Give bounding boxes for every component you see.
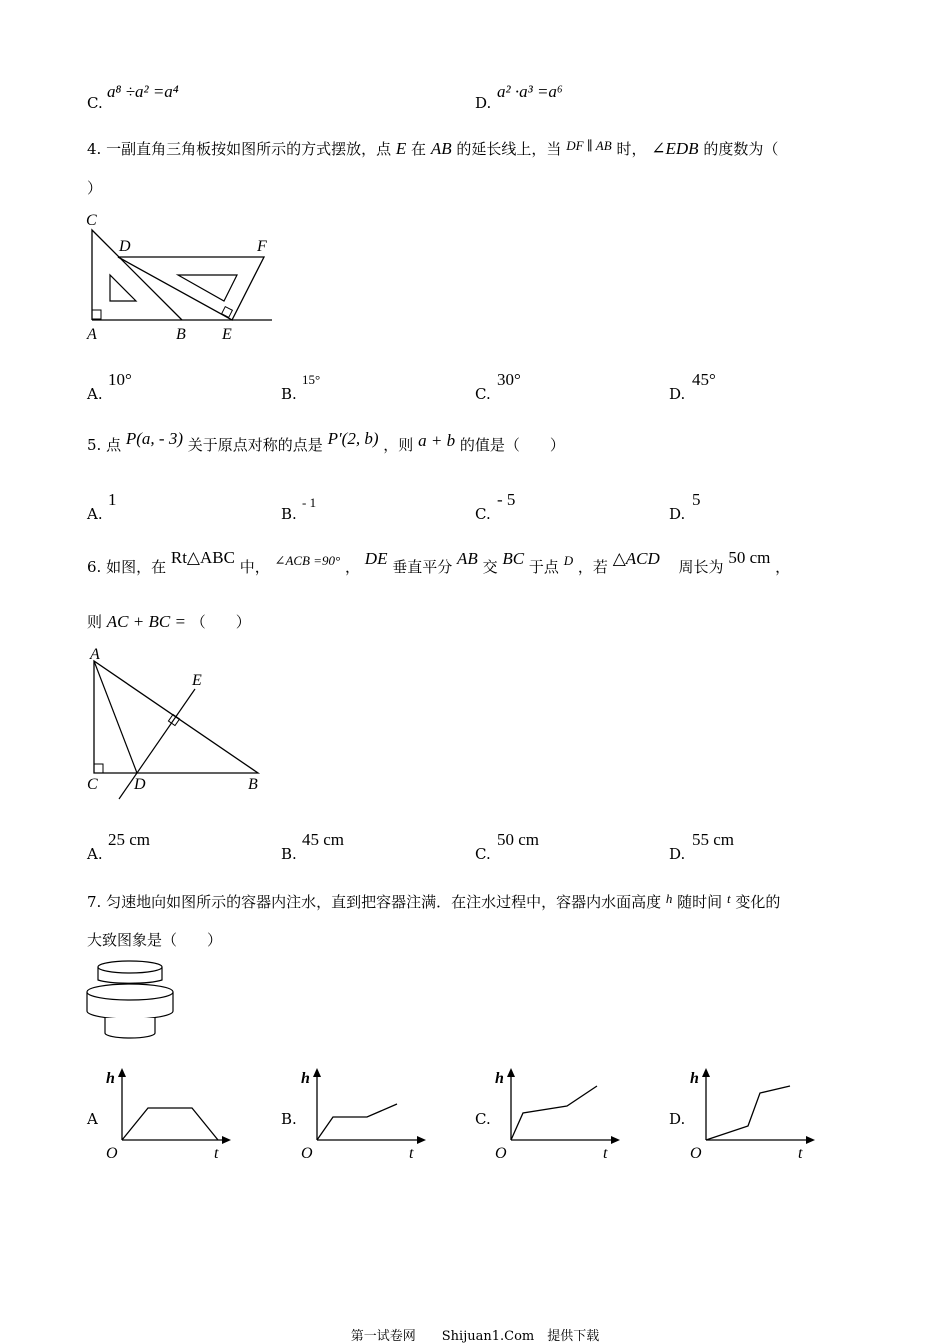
q3-option-c-expr: a⁸ ÷a² =a⁴ xyxy=(107,82,179,101)
q5-option-b-label: B. xyxy=(281,505,297,523)
q6-stem-text: ， xyxy=(345,558,361,576)
q4-option-c-label: C. xyxy=(475,385,491,403)
q7-stem-line2: 大致图象是（ ） xyxy=(87,931,223,949)
q5-stem xyxy=(87,429,565,455)
q4-stem-text: 4. 一副直角三角板按如图所示的方式摆放，点 xyxy=(87,140,392,158)
q6-stem-text: （ ） xyxy=(190,613,251,631)
q4-option-b-value[interactable]: 15° xyxy=(302,372,321,387)
q7-var-h: h xyxy=(665,891,673,906)
q5-stem-text: ，则 xyxy=(383,436,414,454)
q7-graph-d-t: t xyxy=(798,1145,803,1162)
q7-option-c-label: C. xyxy=(475,1110,491,1128)
q6-label-e: E xyxy=(192,672,202,689)
q6-label-c: C xyxy=(87,776,98,793)
q4-stem xyxy=(87,138,778,159)
q4-label-c: C xyxy=(86,212,97,229)
q4-option-d-label: D. xyxy=(669,385,686,403)
q6-triangle: Rt△ABC xyxy=(170,548,235,567)
q6-option-c-value[interactable]: 50 cm xyxy=(497,830,540,849)
q6-triangle-acd: △ACD xyxy=(612,549,660,568)
q4-figure xyxy=(82,205,282,345)
q6-option-b-value[interactable]: 45 cm xyxy=(302,830,345,849)
q6-expression: AC + BC = xyxy=(106,612,186,631)
q4-condition: DF ∥ AB xyxy=(566,138,612,153)
q6-perimeter: 50 cm xyxy=(728,548,771,567)
q7-graph-a-t: t xyxy=(214,1145,219,1162)
q6-stem-text: 周长为 xyxy=(678,558,724,576)
q4-angle: ∠EDB xyxy=(651,139,699,158)
q7-option-d-label: D. xyxy=(669,1110,686,1128)
q7-graph-c-h: h xyxy=(495,1070,504,1087)
q5-option-a-label: A. xyxy=(87,505,103,523)
q4-label-d: D xyxy=(119,238,131,255)
q6-option-d-label: D. xyxy=(669,845,686,863)
q6-figure xyxy=(82,643,272,803)
q5-option-c-label: C. xyxy=(475,505,491,523)
q5-option-d-value[interactable]: 5 xyxy=(692,490,701,509)
q5-stem-text: 5. 点 xyxy=(87,436,122,454)
q7-graph-c-o: O xyxy=(495,1145,507,1162)
q5-stem-text: 关于原点对称的点是 xyxy=(187,436,323,454)
q5-option-b-value[interactable]: - 1 xyxy=(302,495,317,510)
q4-option-d-value[interactable]: 45° xyxy=(692,370,716,389)
q6-stem-text: ，若 xyxy=(577,558,608,576)
q3-option-d-label: D. xyxy=(475,94,492,112)
q4-option-b-label: B. xyxy=(281,385,297,403)
q6-option-d-value[interactable]: 55 cm xyxy=(692,830,735,849)
q4-point-e: E xyxy=(395,139,407,158)
q5-option-a-value[interactable]: 1 xyxy=(108,490,117,509)
q6-stem-text: 则 xyxy=(87,613,103,631)
q6-stem xyxy=(87,548,791,577)
q5-stem-text: 的值是（ ） xyxy=(459,436,565,454)
q4-stem-text: 时， xyxy=(616,140,647,158)
q7-graph-d-h: h xyxy=(690,1070,699,1087)
q7-stem-text: 随时间 xyxy=(677,893,723,911)
q7-stem xyxy=(87,891,780,912)
q7-graph-b-h: h xyxy=(301,1070,310,1087)
q5-point-p: P(a, - 3) xyxy=(125,429,183,448)
q7-graph-b-o: O xyxy=(301,1145,313,1162)
q7-graph-d-o: O xyxy=(690,1145,702,1162)
q6-option-c-label: C. xyxy=(475,845,491,863)
q7-option-b-label: B. xyxy=(281,1110,297,1128)
q6-label-b: B xyxy=(248,776,258,793)
q6-segment-de: DE xyxy=(364,549,388,568)
q6-angle: ∠ACB =90° xyxy=(274,553,341,568)
q4-label-e: E xyxy=(222,326,232,343)
q6-option-a-value[interactable]: 25 cm xyxy=(108,830,151,849)
q4-option-c-value[interactable]: 30° xyxy=(497,370,521,389)
q6-stem-text: 中， xyxy=(239,558,270,576)
q7-option-a-label: A xyxy=(87,1110,98,1128)
q4-label-f: F xyxy=(257,238,267,255)
q4-stem-text: 的度数为（ xyxy=(703,140,779,158)
q6-label-a: A xyxy=(90,646,100,663)
q7-graph-c-t: t xyxy=(603,1145,608,1162)
q3-option-c-label: C. xyxy=(87,94,103,112)
q7-graph-c[interactable] xyxy=(489,1064,629,1164)
q4-segment-ab: AB xyxy=(430,139,452,158)
q7-graph-a-o: O xyxy=(106,1145,118,1162)
q5-option-c-value[interactable]: - 5 xyxy=(497,490,516,509)
q6-label-d: D xyxy=(134,776,146,793)
q6-stem-text: ， xyxy=(775,558,791,576)
q7-stem-text: 7. 匀速地向如图所示的容器内注水，直到把容器注满．在注水过程中，容器内水面高度 xyxy=(87,893,662,911)
q4-stem-text: 在 xyxy=(411,140,427,158)
q7-graph-b[interactable] xyxy=(295,1064,435,1164)
q4-option-a-value[interactable]: 10° xyxy=(108,370,132,389)
q4-option-a-label: A. xyxy=(87,385,103,403)
q7-var-t: t xyxy=(726,891,731,906)
q6-stem-text: 垂直平分 xyxy=(392,558,453,576)
q6-stem-text: 交 xyxy=(482,558,498,576)
q5-point-p-prime: P′(2, b) xyxy=(327,429,379,448)
q7-stem-text: 变化的 xyxy=(735,893,781,911)
q6-segment-bc: BC xyxy=(502,549,525,568)
q7-graph-a-h: h xyxy=(106,1070,115,1087)
q6-stem-text: 6. 如图，在 xyxy=(87,558,167,576)
q6-stem-line2 xyxy=(87,611,251,632)
page-footer: 第一试卷网 Shijuan1.Com 提供下载 xyxy=(350,1329,600,1344)
q6-point-d: D xyxy=(563,553,574,568)
q4-stem-text: 的延长线上，当 xyxy=(456,140,562,158)
q7-graph-d[interactable] xyxy=(684,1064,824,1164)
q7-graph-b-t: t xyxy=(409,1145,414,1162)
q4-label-b: B xyxy=(176,326,186,343)
q7-container-figure xyxy=(82,955,182,1047)
q5-option-d-label: D. xyxy=(669,505,686,523)
q4-label-a: A xyxy=(87,326,97,343)
q6-segment-ab: AB xyxy=(457,549,478,568)
q6-option-b-label: B. xyxy=(281,845,297,863)
q7-graph-a[interactable] xyxy=(100,1064,240,1164)
q3-option-d-expr: a² ·a³ =a⁶ xyxy=(497,82,563,101)
q6-stem-text: 于点 xyxy=(528,558,559,576)
q5-sum: a + b xyxy=(418,431,456,450)
q4-stem-close: ） xyxy=(87,179,103,197)
q6-option-a-label: A. xyxy=(87,845,103,863)
